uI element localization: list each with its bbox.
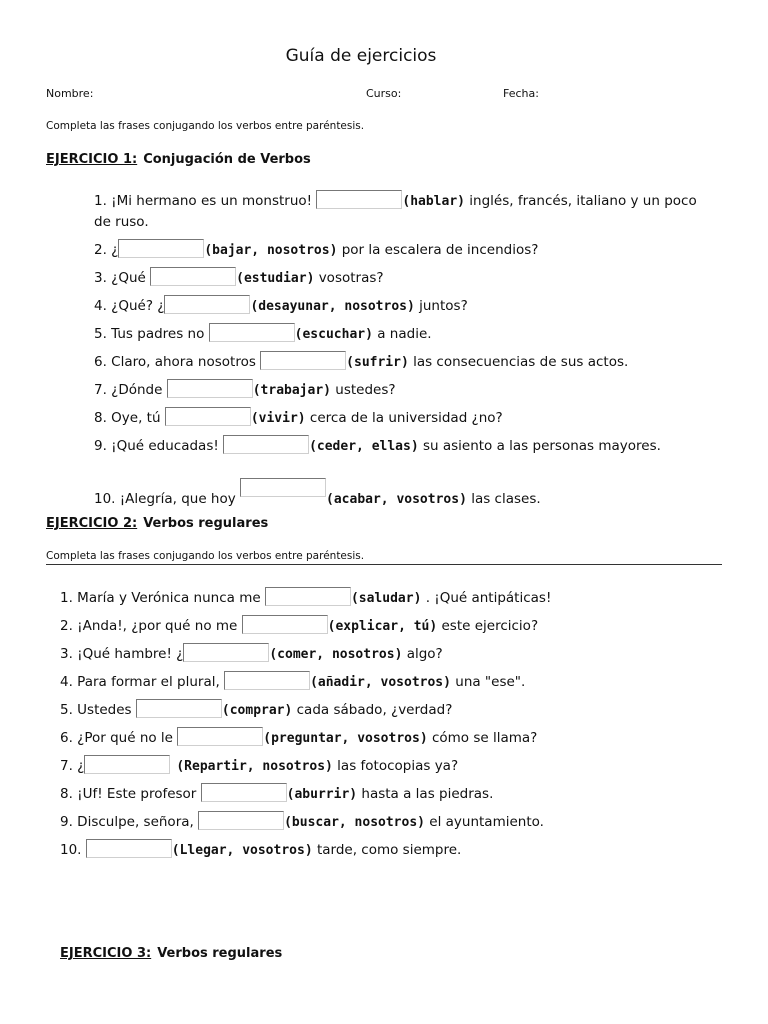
answer-blank[interactable] [167, 379, 253, 398]
answer-blank[interactable] [86, 839, 172, 858]
answer-blank[interactable] [209, 323, 295, 342]
exercise-2-item: 3. ¡Qué hambre! ¿ (comer, nosotros) algo? [60, 643, 443, 665]
exercise-1-item: 6. Claro, ahora nosotros (sufrir) las consecuencias de sus actos. [94, 351, 628, 373]
exercise-title: Verbos regulares [143, 516, 269, 531]
exercise-1-item: 10. ¡Alegría, que hoy (acabar, vosotros) las clases. [94, 478, 541, 510]
fecha-label: Fecha: [503, 87, 539, 100]
answer-blank[interactable] [223, 435, 309, 454]
answer-blank[interactable] [198, 811, 284, 830]
exercise-title: Verbos regulares [157, 946, 283, 961]
exercise-2-item: 8. ¡Uf! Este profesor (aburrir) hasta a las piedras. [60, 783, 493, 805]
exercise-2-item: 2. ¡Anda!, ¿por qué no me (explicar, tú) este ejercicio? [60, 615, 538, 637]
exercise-1-item: 3. ¿Qué (estudiar) vosotras? [94, 267, 384, 289]
exercise-label: EJERCICIO 1: [46, 152, 138, 167]
exercise-2-item: 1. María y Verónica nunca me (saludar) . ¡Qué antipáticas! [60, 587, 551, 609]
exercise-1-item: 8. Oye, tú (vivir) cerca de la universidad ¿no? [94, 407, 503, 429]
answer-blank[interactable] [177, 727, 263, 746]
answer-blank[interactable] [165, 407, 251, 426]
exercise-2-item: 9. Disculpe, señora, (buscar, nosotros) el ayuntamiento. [60, 811, 544, 833]
answer-blank[interactable] [84, 755, 170, 774]
exercise-1-item: 2. ¿ (bajar, nosotros) por la escalera de incendios? [94, 239, 538, 261]
answer-blank[interactable] [164, 295, 250, 314]
exercise-1-item: 7. ¿Dónde (trabajar) ustedes? [94, 379, 396, 401]
page-title: Guía de ejercicios [285, 46, 437, 66]
exercise-label: EJERCICIO 2: [46, 516, 138, 531]
exercise-1-item: 1. ¡Mi hermano es un monstruo! (hablar) inglés, francés, italiano y un poco de ruso. [94, 190, 714, 233]
exercise-3-heading [60, 946, 282, 961]
exercise-2-item: 5. Ustedes (comprar) cada sábado, ¿verdad? [60, 699, 452, 721]
answer-blank[interactable] [201, 783, 287, 802]
answer-blank[interactable] [316, 190, 402, 209]
curso-label: Curso: [366, 87, 402, 100]
exercise-2-item: 4. Para formar el plural, (añadir, vosotros) una "ese". [60, 671, 525, 693]
exercise-1-item: 4. ¿Qué? ¿ (desayunar, nosotros) juntos? [94, 295, 468, 317]
answer-blank[interactable] [224, 671, 310, 690]
answer-blank[interactable] [240, 478, 326, 497]
answer-blank[interactable] [150, 267, 236, 286]
exercise-2-item: 6. ¿Por qué no le (preguntar, vosotros) cómo se llama? [60, 727, 537, 749]
exercise-2-item: 7. ¿ (Repartir, nosotros) las fotocopias ya? [60, 755, 458, 777]
answer-blank[interactable] [136, 699, 222, 718]
answer-blank[interactable] [118, 239, 204, 258]
exercise-label: EJERCICIO 3: [60, 946, 152, 961]
nombre-label: Nombre: [46, 87, 94, 100]
exercise-2-instruction: Completa las frases conjugando los verbos entre paréntesis. [46, 550, 365, 562]
exercise-1-heading [46, 152, 311, 167]
divider [46, 564, 722, 565]
instruction: Completa las frases conjugando los verbos entre paréntesis. [46, 120, 365, 132]
exercise-1-item: 9. ¡Qué educadas! (ceder, ellas) su asiento a las personas mayores. [94, 435, 661, 457]
exercise-1-item: 5. Tus padres no (escuchar) a nadie. [94, 323, 432, 345]
answer-blank[interactable] [242, 615, 328, 634]
exercise-2-heading [46, 516, 268, 531]
answer-blank[interactable] [265, 587, 351, 606]
exercise-title: Conjugación de Verbos [143, 152, 311, 167]
answer-blank[interactable] [183, 643, 269, 662]
answer-blank[interactable] [260, 351, 346, 370]
exercise-2-item: 10. (Llegar, vosotros) tarde, como siempre. [60, 839, 461, 861]
